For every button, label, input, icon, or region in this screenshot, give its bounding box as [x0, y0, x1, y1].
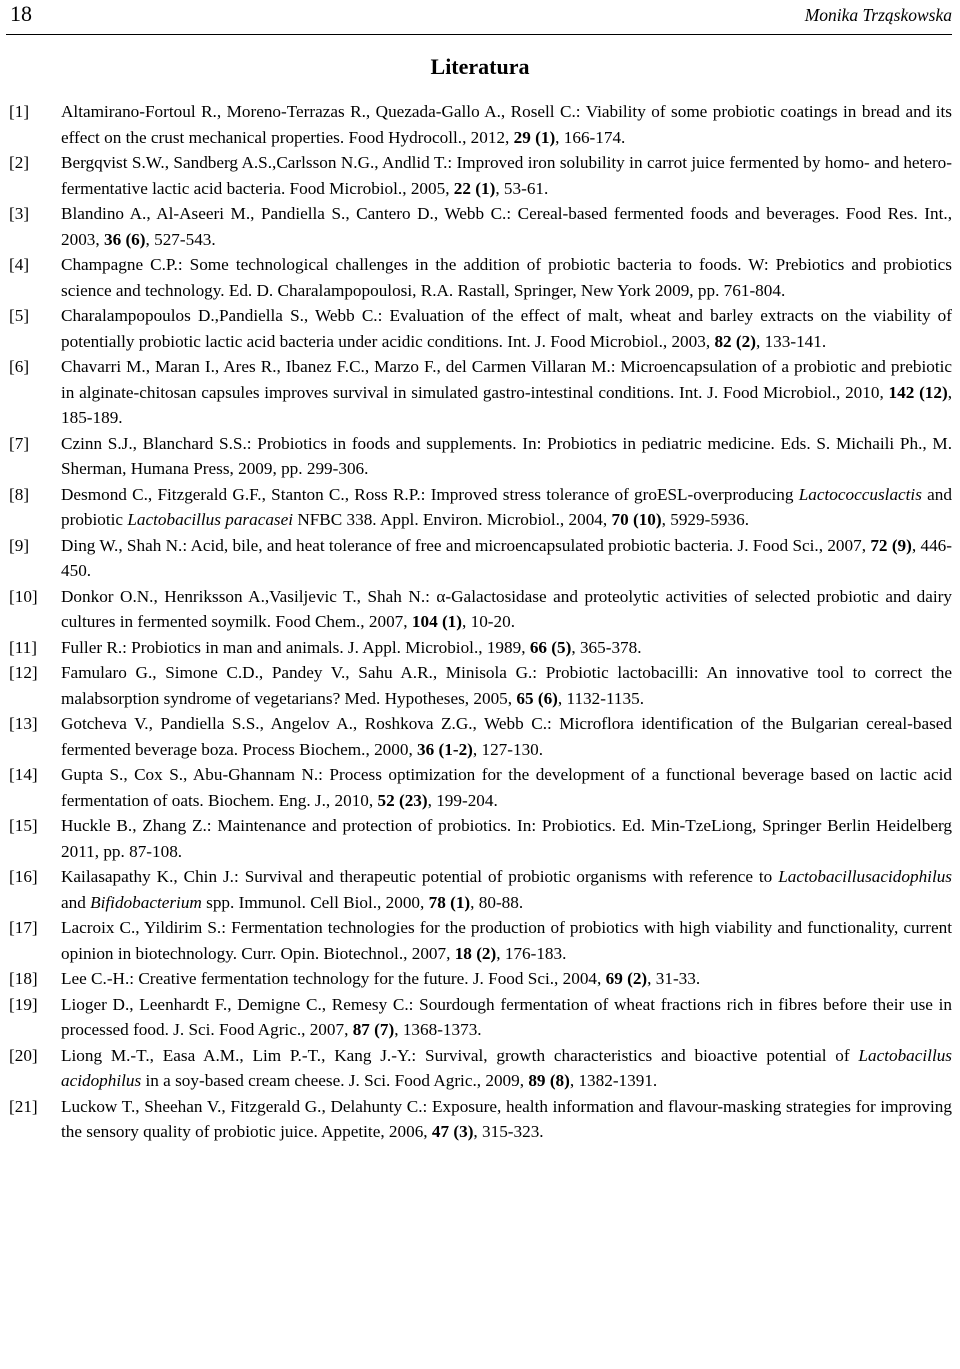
reference-number: [16] — [9, 867, 38, 886]
reference-volume: 36 (6) — [103, 229, 146, 249]
reference-item — [0, 150, 960, 201]
reference-segment: Altamirano-Fortoul R., Moreno-Terrazas R., Quezada-Gallo A., Rosell C.: Viability of some probiotic coatings in bread and its effect on the crust mechanical properties. Food Hydrocoll., 2012, — [61, 102, 952, 147]
reference-volume: 72 (9) — [870, 535, 912, 555]
reference-segment: , 133-141. — [755, 331, 827, 351]
reference-segment: , 1132-1135. — [557, 688, 644, 708]
reference-item — [0, 635, 960, 661]
reference-segment: Donkor O.N., Henriksson A.,Vasiljevic T., Shah N.: α-Galactosidase and proteolytic activities of selected probiotic and dairy cultures in fermented soymilk. Food Chem., 2007, — [61, 586, 952, 631]
reference-item — [0, 99, 960, 150]
reference-number: [15] — [9, 816, 38, 835]
reference-text — [61, 992, 952, 1043]
reference-item — [0, 303, 960, 354]
reference-segment: Gupta S., Cox S., Abu-Ghannam N.: Process optimization for the development of a functional beverage based on lactic acid fermentation of oats. Biochem. Eng. J., 2010, — [61, 765, 952, 810]
reference-number: [7] — [9, 433, 30, 453]
reference-text — [61, 966, 952, 992]
reference-segment: , 199-204. — [427, 790, 498, 810]
reference-segment: Chavarri M., Maran I., Ares R., Ibanez F.C., Marzo F., del Carmen Villaran M.: Microencapsulation of a probiotic and prebiotic in alginate-chitosan capsules improves survival in simulated gastro-intestinal conditions. Int. J. Food Microbiol., 2010, — [61, 357, 952, 402]
reference-volume: 52 (23) — [377, 790, 428, 810]
reference-segment: in a soy-based cream cheese. J. Sci. Food Agric., 2009, — [141, 1071, 529, 1090]
reference-text — [61, 915, 952, 966]
reference-volume: 69 (2) — [605, 969, 648, 988]
reference-text — [61, 813, 952, 864]
reference-segment: Fuller R.: Probiotics in man and animals. J. Appl. Microbiol., 1989, — [61, 637, 530, 657]
reference-number: [3] — [9, 204, 30, 223]
reference-number: [5] — [9, 306, 30, 325]
reference-text — [61, 533, 952, 584]
reference-volume: 22 (1) — [453, 178, 496, 198]
reference-segment: , 1368-1373. — [394, 1020, 482, 1039]
reference-species-name: Lactobacillus acidophilus — [61, 1045, 952, 1090]
reference-number: [10] — [9, 586, 38, 606]
reference-segment: , 5929-5936. — [661, 510, 749, 529]
reference-segment: Champagne C.P.: Some technological challenges in the addition of probiotic bacteria to foods. W: Prebiotics and probiotics science and technology. Ed. D. Charalampopoulosi, R.A. Rastall, Springer, New York 2009, pp. 761-804. — [61, 255, 952, 300]
reference-segment: Blandino A., Al-Aseeri M., Pandiella S., Cantero D., Webb C.: Cereal-based fermented foods and beverages. Food Res. Int., 2003, — [61, 204, 952, 249]
page-header — [6, 0, 952, 35]
reference-item — [0, 762, 960, 813]
reference-volume: 29 (1) — [513, 127, 556, 147]
reference-item — [0, 864, 960, 915]
reference-number: [13] — [9, 714, 38, 733]
reference-segment: Kailasapathy K., Chin J.: Survival and therapeutic potential of probiotic organisms with reference to — [61, 867, 779, 886]
reference-number: [20] — [9, 1045, 38, 1065]
reference-text — [61, 354, 952, 431]
reference-item — [0, 584, 960, 635]
reference-segment: Desmond C., Fitzgerald G.F., Stanton C., Ross R.P.: Improved stress tolerance of groESL-overproducing — [61, 484, 799, 504]
reference-volume: 82 (2) — [714, 331, 756, 351]
reference-text — [61, 99, 952, 150]
reference-segment: Famularo G., Simone C.D., Pandey V., Sahu A.R., Minisola G.: Probiotic lactobacilli: An innovative tool to correct the malabsorption syndrome of vegetarians? Med. Hypotheses, 2005, — [61, 663, 952, 708]
reference-text — [61, 150, 952, 201]
reference-list — [0, 99, 960, 1145]
reference-species-name: Lactobacillusacidophilus — [778, 867, 952, 886]
reference-item — [0, 482, 960, 533]
reference-segment: , 1382-1391. — [569, 1071, 658, 1090]
reference-text — [61, 1094, 952, 1145]
reference-item — [0, 201, 960, 252]
reference-segment: Lacroix C., Yildirim S.: Fermentation technologies for the production of probiotics with high viability and functionality, current opinion in biotechnology. Curr. Opin. Biotechnol., 2007, — [61, 918, 952, 963]
reference-volume: 89 (8) — [528, 1071, 570, 1090]
reference-number: [2] — [9, 153, 30, 172]
reference-species-name: Lactobacillus paracasei — [127, 510, 294, 529]
reference-text — [61, 201, 952, 252]
reference-segment: Lee C.-H.: Creative fermentation technology for the future. J. Food Sci., 2004, — [61, 969, 606, 988]
reference-text — [61, 635, 952, 661]
reference-number: [1] — [9, 102, 30, 121]
reference-segment: Huckle B., Zhang Z.: Maintenance and protection of probiotics. In: Probiotics. Ed. Min-TzeLiong, Springer Berlin Heidelberg 2011, pp. 87-108. — [61, 816, 952, 861]
reference-number: [14] — [9, 765, 38, 784]
reference-segment: , 527-543. — [145, 229, 216, 249]
reference-segment: Bergqvist S.W., Sandberg A.S.,Carlsson N.G., Andlid T.: Improved iron solubility in carrot juice fermented by homo- and hetero-fermentative lactic acid bacteria. Food Microbiol., 2005, — [61, 153, 952, 198]
reference-volume: 47 (3) — [431, 1122, 474, 1141]
reference-volume: 70 (10) — [611, 510, 662, 529]
reference-segment: Ding W., Shah N.: Acid, bile, and heat tolerance of free and microencapsulated probiotic bacteria. J. Food Sci., 2007, — [61, 535, 871, 555]
reference-segment: Luckow T., Sheehan V., Fitzgerald G., Delahunty C.: Exposure, health information and flavour-masking strategies for improving the sensory quality of probiotic juice. Appetite, 2006, — [61, 1096, 952, 1141]
reference-volume: 142 (12) — [888, 382, 948, 402]
section-title: Literatura — [430, 54, 530, 79]
running-author: Monika Trząskowska — [804, 5, 952, 25]
reference-item — [0, 992, 960, 1043]
reference-text — [61, 660, 952, 711]
reference-item — [0, 533, 960, 584]
reference-volume: 78 (1) — [428, 892, 471, 912]
reference-segment: NFBC 338. Appl. Environ. Microbiol., 2004, — [293, 510, 612, 529]
reference-segment: , 10-20. — [462, 612, 515, 631]
reference-text — [61, 303, 952, 354]
reference-segment: Lioger D., Leenhardt F., Demigne C., Remesy C.: Sourdough fermentation of wheat fractions rich in fibres before their use in processed food. J. Sci. Food Agric., 2007, — [61, 994, 952, 1039]
reference-volume: 66 (5) — [529, 637, 572, 657]
reference-segment: , 315-323. — [473, 1122, 544, 1141]
reference-item — [0, 813, 960, 864]
reference-item — [0, 966, 960, 992]
reference-segment: , 176-183. — [496, 943, 567, 963]
reference-species-name: Bifidobacterium — [90, 892, 202, 912]
reference-number: [9] — [9, 535, 30, 555]
reference-segment: spp. Immunol. Cell Biol., 2000, — [201, 892, 429, 912]
reference-segment: and — [61, 892, 91, 912]
reference-segment: , 80-88. — [470, 892, 524, 912]
reference-text — [61, 431, 952, 482]
reference-text — [61, 252, 952, 303]
reference-text — [61, 482, 952, 533]
reference-text — [61, 762, 952, 813]
reference-number: [17] — [9, 918, 38, 937]
reference-text — [61, 584, 952, 635]
reference-volume: 65 (6) — [516, 688, 558, 708]
reference-number: [21] — [9, 1096, 38, 1116]
reference-segment: , 127-130. — [472, 739, 544, 759]
reference-segment: , 53-61. — [495, 178, 549, 198]
reference-item — [0, 711, 960, 762]
reference-segment: , 446-450. — [61, 535, 952, 580]
reference-text — [61, 711, 952, 762]
reference-volume: 18 (2) — [454, 943, 497, 963]
reference-segment: , 166-174. — [555, 127, 626, 147]
reference-species-name: Lactococcuslactis — [798, 484, 922, 504]
page-number: 18 — [10, 1, 32, 26]
reference-segment: , 185-189. — [61, 382, 953, 427]
reference-segment: Charalampopoulos D.,Pandiella S., Webb C.: Evaluation of the effect of malt, wheat and barley extracts on the viability of potentially probiotic lactic acid bacteria under acidic conditions. Int. J. Food Microbiol., 2003, — [61, 306, 952, 351]
reference-volume: 87 (7) — [352, 1020, 395, 1039]
reference-segment: Czinn S.J., Blanchard S.S.: Probiotics in foods and supplements. In: Probiotics in pediatric medicine. Eds. S. Michaili Ph., M. Sherman, Humana Press, 2009, pp. 299-306. — [61, 433, 952, 478]
reference-text — [61, 864, 952, 915]
reference-item — [0, 354, 960, 431]
reference-item — [0, 431, 960, 482]
reference-item — [0, 1043, 960, 1094]
reference-segment: and probiotic — [61, 484, 952, 529]
reference-segment: , 31-33. — [647, 969, 701, 988]
reference-volume: 36 (1-2) — [417, 739, 473, 759]
reference-number: [12] — [9, 663, 38, 682]
reference-number: [6] — [9, 357, 30, 376]
reference-number: [19] — [9, 994, 38, 1014]
reference-volume: 104 (1) — [411, 612, 462, 631]
reference-segment: Gotcheva V., Pandiella S.S., Angelov A., Roshkova Z.G., Webb C.: Microflora identification of the Bulgarian cereal-based fermented beverage boza. Process Biochem., 2000, — [61, 714, 952, 759]
reference-item — [0, 252, 960, 303]
reference-segment: Liong M.-T., Easa A.M., Lim P.-T., Kang J.-Y.: Survival, growth characteristics and bioactive potential of — [61, 1045, 859, 1065]
reference-text — [61, 1043, 952, 1094]
reference-item — [0, 1094, 960, 1145]
reference-segment: , 365-378. — [571, 637, 642, 657]
reference-number: [11] — [9, 637, 37, 657]
reference-item — [0, 660, 960, 711]
reference-number: [4] — [9, 255, 30, 274]
reference-number: [18] — [9, 969, 38, 988]
reference-number: [8] — [9, 484, 30, 504]
reference-item — [0, 915, 960, 966]
